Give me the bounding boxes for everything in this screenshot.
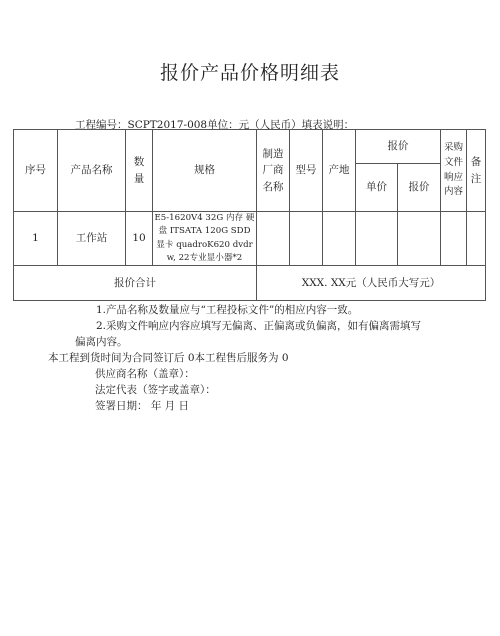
quote-table xyxy=(13,129,486,301)
note-1: 1.产品名称及数量应与“工程投标文件”的相应内容一致。 xyxy=(96,304,359,316)
header-model: 型号 xyxy=(290,130,323,212)
header-qty: 数量 xyxy=(126,130,153,212)
note-2: 2.采购文件响应内容应填写无偏离、正偏离或负偏离，如有偏离需填写偏离内容。 xyxy=(75,320,422,348)
header-product-name: 产品名称 xyxy=(58,130,126,212)
cell-spec: E5-1620V4 32G 内存 硬盘 ITSATA 120G SDD 显卡 quadroK620 dvdrw, 22专业显小器*2 xyxy=(153,212,257,266)
cell-procurement-response xyxy=(441,212,467,266)
header-procurement-response: 采购文件响应内容 xyxy=(441,130,467,212)
document-title: 报价产品价格明细表 xyxy=(159,62,340,84)
header-manufacturer: 制造厂商名称 xyxy=(257,130,290,212)
header-price: 报价 xyxy=(398,164,441,212)
cell-unit-price xyxy=(356,212,398,266)
cell-origin xyxy=(323,212,356,266)
header-remarks: 备注 xyxy=(467,130,486,212)
supplier-signature: 供应商名称（盖章）： xyxy=(95,368,195,380)
legal-rep-signature: 法定代表（签字或盖章）： xyxy=(95,384,216,396)
cell-model xyxy=(290,212,323,266)
header-quote: 报价 xyxy=(356,130,441,164)
table-row xyxy=(14,212,486,266)
cell-seq: 1 xyxy=(14,212,58,266)
notes xyxy=(75,302,430,350)
total-value: XXX. XX元（人民币大写元） xyxy=(257,266,486,301)
cell-remarks xyxy=(467,212,486,266)
cell-price xyxy=(398,212,441,266)
cell-manufacturer xyxy=(257,212,290,266)
cell-qty: 10 xyxy=(126,212,153,266)
delivery-line: 本工程到货时间为合同签订后 0本工程售后服务为 0 xyxy=(48,352,289,364)
header-seq: 序号 xyxy=(14,130,58,212)
cell-product-name: 工作站 xyxy=(58,212,126,266)
project-info-line: 工程编号：SCPT2017-008单位：元（人民币）填表说明： xyxy=(75,119,355,131)
header-spec: 规格 xyxy=(153,130,257,212)
header-unit-price: 单价 xyxy=(356,164,398,212)
sign-date: 签署日期： 年 月 日 xyxy=(95,400,190,412)
total-row xyxy=(14,266,486,301)
total-label: 报价合计 xyxy=(14,266,257,301)
header-origin: 产地 xyxy=(323,130,356,212)
